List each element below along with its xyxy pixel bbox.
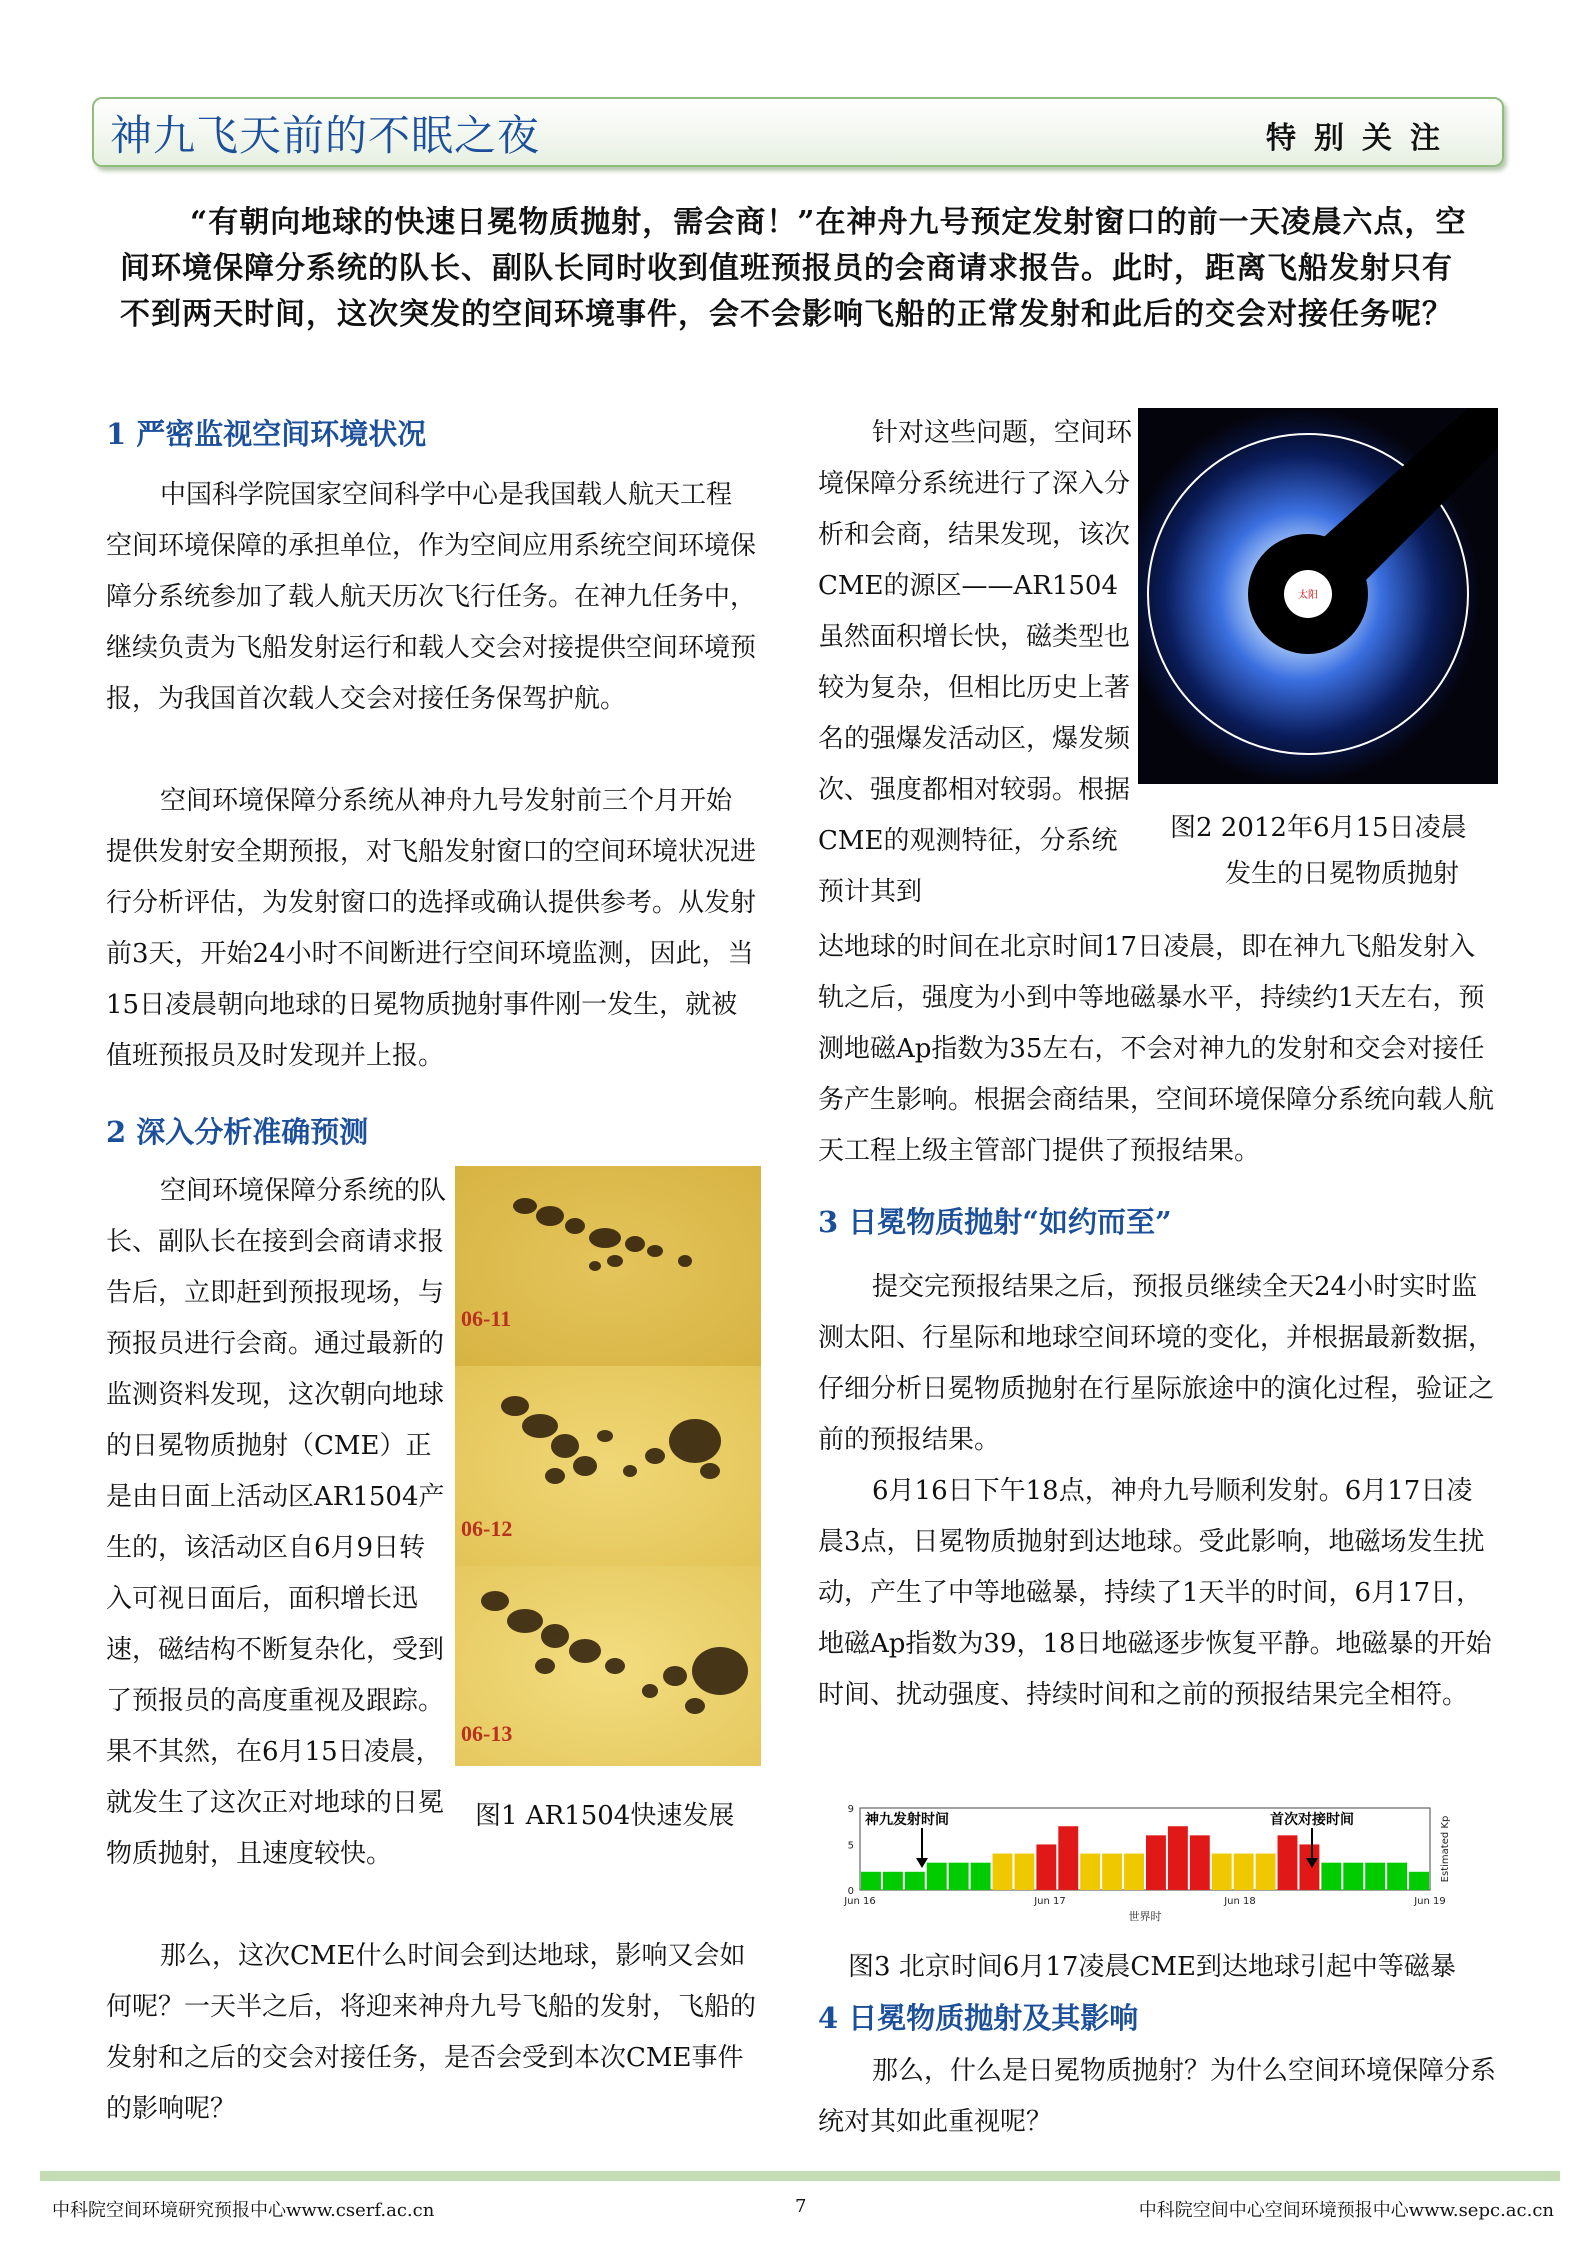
kp-bar	[1278, 1835, 1298, 1890]
kp-bar	[861, 1872, 881, 1890]
sunspot-date-label: 06-13	[461, 1721, 513, 1746]
kp-bar	[1168, 1826, 1188, 1890]
kp-bar	[1365, 1863, 1385, 1890]
annotation-docking-time: 首次对接时间	[1270, 1812, 1354, 1828]
section-4-paragraph-1: 那么，什么是日冕物质抛射？为什么空间环境保障分系统对其如此重视呢？	[818, 2056, 1497, 2137]
page-number: 7	[795, 2196, 807, 2217]
kp-bar	[1190, 1835, 1210, 1890]
kp-bar	[1080, 1854, 1100, 1890]
page-header	[92, 97, 1504, 167]
section-3-paragraph-2: 6月16日下午18点，神舟九号顺利发射。6月17日凌晨3点，日冕物质抛射到达地球。受此影响，地磁场发生扰动，产生了中等地磁暴，持续了1天半的时间，6月17日，地磁Ap指数为39，18日地磁逐步恢复平静。地磁暴的开始时间、扰动强度、持续时间和之前的预报结果完全相符。	[818, 1476, 1492, 1710]
kp-bar	[927, 1863, 947, 1890]
kp-bar	[1124, 1854, 1144, 1890]
sunspot-date-label: 06-12	[461, 1516, 513, 1541]
y-tick-label: 5	[847, 1840, 854, 1852]
section-4-heading: 4 日冕物质抛射及其影响	[818, 2001, 1139, 2035]
x-axis-label: 世界时	[1128, 1910, 1162, 1923]
kp-bar	[1299, 1844, 1319, 1890]
sunspot-date-label: 06-11	[461, 1306, 512, 1331]
x-tick-label: Jun 17	[1034, 1896, 1066, 1907]
annotation-launch-time: 神九发射时间	[865, 1812, 949, 1828]
section-1-paragraph-2: 空间环境保障分系统从神舟九号发射前三个月开始提供发射安全期预报，对飞船发射窗口的空间环境状况进行分析评估，为发射窗口的选择或确认提供参考。从发射前3天，开始24小时不间断进行空间环境监测，因此，当15日凌晨朝向地球的日冕物质抛射事件刚一发生，就被值班预报员及时发现并上报。	[106, 786, 757, 1071]
kp-bar	[971, 1863, 991, 1890]
footer-left-site: 中科院空间环境研究预报中心www.cserf.ac.cn	[52, 2200, 435, 2221]
section-3-heading: 3 日冕物质抛射“如约而至”	[818, 1205, 1172, 1239]
figure-3-kp-chart	[820, 1790, 1480, 1940]
y-axis-label: Estimated Kp	[1440, 1815, 1451, 1883]
lead-paragraph: “有朝向地球的快速日冕物质抛射，需会商！”在神舟九号预定发射窗口的前一天凌晨六点，空间环境保障分系统的队长、副队长同时收到值班预报员的会商请求报告。此时，距离飞船发射只有不到两天时间，这次突发的空间环境事件，会不会影响飞船的正常发射和此后的交会对接任务呢？	[120, 205, 1467, 332]
section-tag: 特别关注	[1266, 121, 1458, 156]
figure-2-caption-line-1: 图2 2012年6月15日凌晨	[1170, 813, 1467, 843]
kp-bar	[1234, 1854, 1254, 1890]
kp-bar	[1321, 1863, 1341, 1890]
kp-bar	[1058, 1826, 1078, 1890]
figure-2-coronagraph-image	[1138, 408, 1498, 784]
section-2-paragraph-2: 那么，这次CME什么时间会到达地球，影响又会如何呢？一天半之后，将迎来神舟九号飞船的发射，飞船的发射和之后的交会对接任务，是否会受到本次CME事件的影响呢？	[106, 1941, 757, 2124]
sunspot-panel-0613	[455, 1566, 761, 1766]
figure-1-sunspot-images	[455, 1166, 761, 1766]
kp-bar	[883, 1872, 903, 1890]
kp-bar	[1256, 1854, 1276, 1890]
kp-bar-chart	[820, 1790, 1480, 1940]
kp-bar	[1343, 1863, 1363, 1890]
section-1-heading: 1 严密监视空间环境状况	[106, 417, 427, 451]
y-tick-label: 0	[847, 1886, 854, 1897]
kp-bar	[1146, 1835, 1166, 1890]
kp-bar	[1036, 1844, 1056, 1890]
kp-bar	[905, 1872, 925, 1890]
figure-1-caption: 图1 AR1504快速发展	[475, 1801, 735, 1831]
section-3-paragraph-1: 提交完预报结果之后，预报员继续全天24小时实时监测太阳、行星际和地球空间环境的变化，并根据最新数据，仔细分析日冕物质抛射在行星际旅途中的演化过程，验证之前的预报结果。	[818, 1272, 1495, 1455]
x-tick-label: Jun 16	[844, 1896, 876, 1907]
x-tick-label: Jun 19	[1414, 1896, 1446, 1907]
footer-right-site: 中科院空间中心空间环境预报中心www.sepc.ac.cn	[1138, 2200, 1554, 2221]
section-2-heading: 2 深入分析准确预测	[106, 1115, 369, 1149]
sunspot-panel-0611	[455, 1166, 761, 1366]
figure-3-caption: 图3 北京时间6月17凌晨CME到达地球引起中等磁暴	[848, 1952, 1456, 1982]
section-2-paragraph-3-continued: 达地球的时间在北京时间17日凌晨，即在神九飞船发射入轨之后，强度为小到中等地磁暴水平，持续约1天左右，预测地磁Ap指数为35左右，不会对神九的发射和交会对接任务产生影响。根据会商结果，空间环境保障分系统向载人航天工程上级主管部门提供了预报结果。	[818, 932, 1495, 1166]
kp-bar	[1212, 1854, 1232, 1890]
x-tick-label: Jun 18	[1224, 1896, 1256, 1907]
y-tick-label: 9	[847, 1804, 854, 1815]
sunspot-image-0611	[455, 1166, 761, 1366]
section-2-paragraph-1: 空间环境保障分系统的队长、副队长在接到会商请求报告后，立即赶到预报现场，与预报员进行会商。通过最新的监测资料发现，这次朝向地球的日冕物质抛射（CME）正是由日面上活动区AR1504产生的，该活动区自6月9日转入可视日面后，面积增长迅速，磁结构不断复杂化，受到了预报员的高度重视及跟踪。果不其然，在6月15日凌晨，就发生了这次正对地球的日冕物质抛射，且速度较快。	[106, 1176, 447, 1869]
kp-bar	[949, 1863, 969, 1890]
figure-2-caption-line-2: 发生的日冕物质抛射	[1225, 859, 1460, 889]
kp-bar	[1409, 1872, 1429, 1890]
footer-divider	[40, 2171, 1560, 2181]
kp-bar	[1014, 1854, 1034, 1890]
sun-label: 太阳	[1298, 590, 1318, 601]
kp-bar	[993, 1854, 1013, 1890]
section-2-paragraph-3: 针对这些问题，空间环境保障分系统进行了深入分析和会商，结果发现，该次CME的源区——AR1504虽然面积增长快，磁类型也较为复杂，但相比历史上著名的强爆发活动区，爆发频次、强度都相对较弱。根据CME的观测特征，分系统预计其到	[818, 418, 1133, 907]
page-title: 神九飞天前的不眠之夜	[110, 111, 541, 160]
kp-bar	[1387, 1863, 1407, 1890]
kp-bar	[1102, 1854, 1122, 1890]
section-1-paragraph-1: 中国科学院国家空间科学中心是我国载人航天工程空间环境保障的承担单位，作为空间应用系统空间环境保障分系统参加了载人航天历次飞行任务。在神九任务中，继续负责为飞船发射运行和载人交会对接提供空间环境预报，为我国首次载人交会对接任务保驾护航。	[106, 480, 757, 714]
coronagraph-cme-image	[1138, 408, 1498, 784]
sunspot-panel-0612	[455, 1366, 761, 1566]
